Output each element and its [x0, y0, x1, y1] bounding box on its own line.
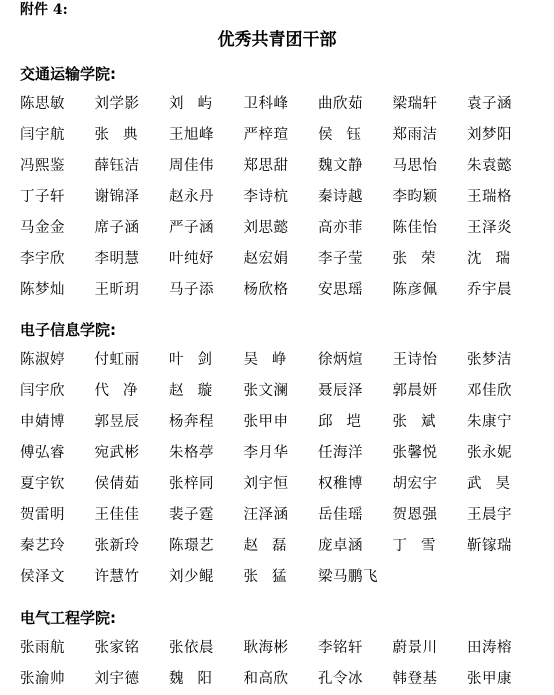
list-item: 张渝帅: [20, 670, 65, 687]
list-item: 代净: [94, 382, 152, 399]
table-row: [20, 468, 540, 499]
list-item: 张斌: [392, 413, 450, 430]
list-item: 侯钰: [318, 126, 375, 143]
section-heading: 交通运输学院:: [20, 65, 116, 83]
list-item: 薛钰洁: [94, 157, 140, 174]
list-item: 贺恩强: [392, 506, 438, 523]
table-row: [20, 274, 540, 305]
list-item: 朱袁懿: [467, 157, 512, 174]
list-item: 马子添: [169, 281, 214, 298]
list-item: 侯倩茹: [94, 475, 140, 492]
list-item: 王瑞格: [467, 188, 512, 205]
list-item: 丁雪: [392, 537, 450, 554]
list-item: 邓佳欣: [467, 382, 512, 399]
list-item: 贺雷明: [20, 506, 65, 523]
list-item: 郑思甜: [243, 157, 289, 174]
list-item: 刘学影: [94, 95, 140, 112]
list-item: 吴峥: [243, 351, 301, 368]
list-item: 严梓瑄: [243, 126, 289, 143]
list-item: 李诗杭: [243, 188, 289, 205]
list-item: 庞卓涵: [318, 537, 363, 554]
table-row: [20, 181, 540, 212]
list-item: 靳镓瑞: [467, 537, 512, 554]
section-jiaotong: [20, 64, 540, 305]
list-item: 武昊: [467, 475, 524, 492]
table-row: [20, 119, 540, 150]
list-item: 闫宇航: [20, 126, 65, 143]
list-item: 张永妮: [467, 444, 512, 461]
list-item: 郑雨洁: [392, 126, 438, 143]
section-dianzi: [20, 320, 540, 592]
list-item: 陈思敏: [20, 95, 65, 112]
list-item: 侯泽文: [20, 568, 65, 585]
list-item: 杨奔程: [169, 413, 214, 430]
list-item: 申婧博: [20, 413, 65, 430]
list-item: 秦艺玲: [20, 537, 65, 554]
list-item: 杨欣格: [243, 281, 289, 298]
list-item: 叶纯妤: [169, 250, 214, 267]
list-item: 张梓同: [169, 475, 214, 492]
list-item: 郭晨妍: [392, 382, 438, 399]
list-item: 刘梦阳: [467, 126, 512, 143]
list-item: 张荣: [392, 250, 450, 267]
page-title: 优秀共青团干部: [217, 30, 337, 50]
list-item: 张依晨: [169, 639, 214, 656]
list-item: 付虹丽: [94, 351, 140, 368]
list-item: 孔令冰: [318, 670, 363, 687]
list-item: 许慧竹: [94, 568, 140, 585]
list-item: 王旭峰: [169, 126, 214, 143]
list-item: 刘思懿: [243, 219, 289, 236]
name-grid: [20, 88, 540, 305]
list-item: 聂辰泽: [318, 382, 363, 399]
list-item: 乔宇晨: [467, 281, 512, 298]
section-heading: 电气工程学院:: [20, 609, 116, 627]
table-row: [20, 243, 540, 274]
list-item: 刘少鲲: [169, 568, 214, 585]
list-item: 张雨航: [20, 639, 65, 656]
list-item: 汪泽涵: [243, 506, 289, 523]
table-row: [20, 406, 540, 437]
list-item: 张家铭: [94, 639, 140, 656]
table-row: [20, 375, 540, 406]
attachment-label: 附件 4:: [20, 2, 68, 18]
list-item: 叶剑: [169, 351, 226, 368]
list-item: 梁马鹏飞: [318, 568, 378, 585]
list-item: 丁子轩: [20, 188, 65, 205]
list-item: 张甲康: [467, 670, 512, 687]
list-item: 闫宇欣: [20, 382, 65, 399]
list-item: 胡宏宇: [392, 475, 438, 492]
list-item: 张典: [94, 126, 152, 143]
list-item: 赵宏娟: [243, 250, 289, 267]
table-row: [20, 663, 540, 694]
table-row: [20, 561, 540, 592]
list-item: 岳佳瑶: [318, 506, 363, 523]
section-dianqi: [20, 608, 540, 694]
list-item: 赵磊: [243, 537, 301, 554]
name-grid: [20, 344, 540, 592]
list-item: 王昕玥: [94, 281, 140, 298]
list-item: 蔚景川: [392, 639, 438, 656]
list-item: 刘宇恒: [243, 475, 289, 492]
list-item: 卫科峰: [243, 95, 289, 112]
list-item: 朱格葶: [169, 444, 214, 461]
list-item: 秦诗越: [318, 188, 363, 205]
list-item: 张猛: [243, 568, 301, 585]
list-item: 裴子霆: [169, 506, 214, 523]
list-item: 傅弘睿: [20, 444, 65, 461]
table-row: [20, 499, 540, 530]
table-row: [20, 437, 540, 468]
table-row: [20, 632, 540, 663]
list-item: 刘屿: [169, 95, 226, 112]
list-item: 王泽炎: [467, 219, 512, 236]
list-item: 陈佳怡: [392, 219, 438, 236]
list-item: 刘宇德: [94, 670, 140, 687]
section-heading: 电子信息学院:: [20, 321, 116, 339]
list-item: 张甲申: [243, 413, 289, 430]
list-item: 李明慧: [94, 250, 140, 267]
list-item: 邱垲: [318, 413, 375, 430]
table-row: [20, 530, 540, 561]
list-item: 梁瑞轩: [392, 95, 438, 112]
list-item: 冯熙鉴: [20, 157, 65, 174]
list-item: 任海洋: [318, 444, 363, 461]
table-row: [20, 344, 540, 375]
list-item: 袁子涵: [467, 95, 512, 112]
name-grid: [20, 632, 540, 694]
list-item: 李子莹: [318, 250, 363, 267]
list-item: 马思怡: [392, 157, 438, 174]
table-row: [20, 150, 540, 181]
list-item: 李宇欣: [20, 250, 65, 267]
list-item: 安思瑶: [318, 281, 363, 298]
list-item: 魏文静: [318, 157, 363, 174]
list-item: 李昀颖: [392, 188, 438, 205]
list-item: 高亦菲: [318, 219, 363, 236]
list-item: 李铭轩: [318, 639, 363, 656]
list-item: 夏宇钦: [20, 475, 65, 492]
list-item: 徐炳煊: [318, 351, 363, 368]
list-item: 曲欣茹: [318, 95, 363, 112]
list-item: 赵璇: [169, 382, 226, 399]
list-item: 席子涵: [94, 219, 140, 236]
list-item: 宛武彬: [94, 444, 140, 461]
list-item: 张馨悦: [392, 444, 438, 461]
list-item: 马金金: [20, 219, 65, 236]
list-item: 沈瑞: [467, 250, 524, 267]
list-item: 严子涵: [169, 219, 214, 236]
list-item: 陈梦灿: [20, 281, 65, 298]
list-item: 张文澜: [243, 382, 289, 399]
list-item: 陈彦佩: [392, 281, 438, 298]
list-item: 田涛榕: [467, 639, 512, 656]
list-item: 张梦洁: [467, 351, 512, 368]
list-item: 赵永丹: [169, 188, 214, 205]
list-item: 韩登基: [392, 670, 438, 687]
list-item: 朱康宁: [467, 413, 512, 430]
list-item: 张新玲: [94, 537, 140, 554]
list-item: 谢锦泽: [94, 188, 140, 205]
list-item: 耿海彬: [243, 639, 289, 656]
list-item: 和高欣: [243, 670, 289, 687]
list-item: 周佳伟: [169, 157, 214, 174]
list-item: 权稚博: [318, 475, 363, 492]
table-row: [20, 212, 540, 243]
list-item: 郭昱辰: [94, 413, 140, 430]
list-item: 王晨宇: [467, 506, 512, 523]
table-row: [20, 88, 540, 119]
list-item: 王佳佳: [94, 506, 140, 523]
list-item: 魏阳: [169, 670, 226, 687]
list-item: 陈淑婷: [20, 351, 65, 368]
list-item: 李月华: [243, 444, 289, 461]
list-item: 陈璟艺: [169, 537, 214, 554]
list-item: 王诗怡: [392, 351, 438, 368]
